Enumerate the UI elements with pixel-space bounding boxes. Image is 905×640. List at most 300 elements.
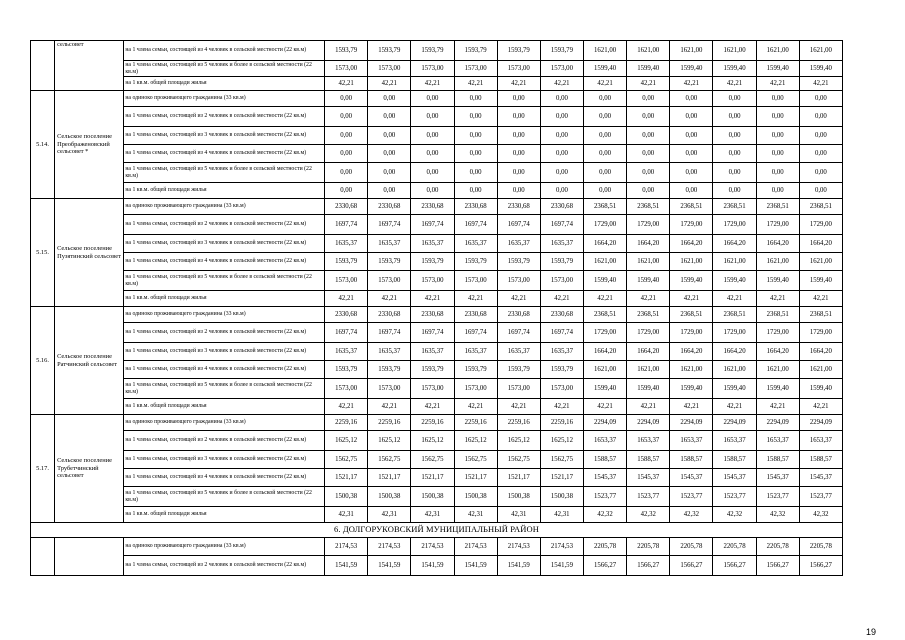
value-cell: 1697,74 bbox=[368, 323, 411, 343]
value-cell: 2368,51 bbox=[756, 307, 799, 323]
value-cell: 1621,00 bbox=[713, 41, 756, 61]
value-cell: 1573,00 bbox=[540, 379, 583, 399]
value-cell: 1599,40 bbox=[756, 61, 799, 77]
value-cell: 0,00 bbox=[411, 127, 454, 145]
value-cell: 0,00 bbox=[756, 91, 799, 107]
value-cell: 1697,74 bbox=[540, 215, 583, 235]
value-cell: 0,00 bbox=[540, 91, 583, 107]
value-cell: 1729,00 bbox=[799, 323, 842, 343]
value-cell: 42,21 bbox=[325, 291, 368, 307]
table-row bbox=[31, 343, 843, 361]
value-cell: 1566,27 bbox=[670, 556, 713, 576]
row-index: 5.16. bbox=[31, 307, 55, 415]
category-label: на одиноко проживающего гражданина (33 кв.м) bbox=[124, 199, 325, 215]
value-cell: 42,21 bbox=[454, 291, 497, 307]
value-cell: 42,32 bbox=[756, 507, 799, 523]
value-cell: 0,00 bbox=[713, 183, 756, 199]
value-cell: 1635,37 bbox=[368, 235, 411, 253]
value-cell: 1566,27 bbox=[584, 556, 627, 576]
value-cell: 0,00 bbox=[497, 145, 540, 163]
value-cell: 1500,38 bbox=[368, 487, 411, 507]
value-cell: 1588,57 bbox=[670, 451, 713, 469]
category-label: на 1 кв.м. общей площади жилья bbox=[124, 77, 325, 91]
value-cell: 42,21 bbox=[411, 291, 454, 307]
value-cell: 1635,37 bbox=[454, 235, 497, 253]
value-cell: 1599,40 bbox=[584, 379, 627, 399]
settlement-name: сельсовет bbox=[55, 41, 124, 91]
value-cell: 1625,12 bbox=[454, 431, 497, 451]
value-cell: 42,21 bbox=[670, 291, 713, 307]
value-cell: 2205,78 bbox=[756, 538, 799, 556]
value-cell: 1729,00 bbox=[670, 215, 713, 235]
value-cell: 1593,79 bbox=[497, 253, 540, 271]
value-cell: 1573,00 bbox=[325, 271, 368, 291]
value-cell: 0,00 bbox=[325, 127, 368, 145]
value-cell: 1593,79 bbox=[540, 41, 583, 61]
row-index bbox=[31, 538, 55, 576]
value-cell: 0,00 bbox=[411, 107, 454, 127]
row-index: 5.14. bbox=[31, 91, 55, 199]
value-cell: 2205,78 bbox=[799, 538, 842, 556]
tariff-table bbox=[30, 40, 843, 576]
value-cell: 2294,09 bbox=[627, 415, 670, 431]
table-row bbox=[31, 61, 843, 77]
value-cell: 1635,37 bbox=[368, 343, 411, 361]
value-cell: 1697,74 bbox=[497, 323, 540, 343]
value-cell: 42,31 bbox=[540, 507, 583, 523]
value-cell: 1599,40 bbox=[799, 379, 842, 399]
value-cell: 2294,09 bbox=[756, 415, 799, 431]
value-cell: 0,00 bbox=[799, 127, 842, 145]
value-cell: 1541,59 bbox=[497, 556, 540, 576]
value-cell: 2330,68 bbox=[540, 307, 583, 323]
value-cell: 1593,79 bbox=[411, 41, 454, 61]
value-cell: 2330,68 bbox=[325, 307, 368, 323]
value-cell: 2259,16 bbox=[497, 415, 540, 431]
page-number: 19 bbox=[866, 627, 877, 637]
value-cell: 1573,00 bbox=[325, 61, 368, 77]
value-cell: 0,00 bbox=[411, 163, 454, 183]
value-cell: 1729,00 bbox=[584, 323, 627, 343]
value-cell: 2368,51 bbox=[627, 199, 670, 215]
table-row bbox=[31, 507, 843, 523]
value-cell: 0,00 bbox=[497, 91, 540, 107]
value-cell: 1625,12 bbox=[368, 431, 411, 451]
value-cell: 0,00 bbox=[713, 163, 756, 183]
value-cell: 0,00 bbox=[540, 163, 583, 183]
value-cell: 0,00 bbox=[454, 163, 497, 183]
value-cell: 2330,68 bbox=[411, 199, 454, 215]
value-cell: 0,00 bbox=[325, 107, 368, 127]
value-cell: 1573,00 bbox=[497, 61, 540, 77]
value-cell: 1729,00 bbox=[756, 215, 799, 235]
value-cell: 42,21 bbox=[497, 399, 540, 415]
value-cell: 1635,37 bbox=[325, 235, 368, 253]
value-cell: 1664,20 bbox=[756, 343, 799, 361]
value-cell: 1599,40 bbox=[584, 271, 627, 291]
value-cell: 2294,09 bbox=[713, 415, 756, 431]
value-cell: 1588,57 bbox=[584, 451, 627, 469]
table-row bbox=[31, 487, 843, 507]
value-cell: 1541,59 bbox=[368, 556, 411, 576]
value-cell: 42,21 bbox=[325, 77, 368, 91]
value-cell: 2259,16 bbox=[540, 415, 583, 431]
value-cell: 1562,75 bbox=[454, 451, 497, 469]
value-cell: 2368,51 bbox=[756, 199, 799, 215]
table-body bbox=[31, 41, 843, 576]
settlement-name: Сельское поселение Пузятинский сельсовет bbox=[55, 199, 124, 307]
value-cell: 0,00 bbox=[325, 183, 368, 199]
value-cell: 1635,37 bbox=[411, 343, 454, 361]
value-cell: 1621,00 bbox=[584, 41, 627, 61]
value-cell: 1593,79 bbox=[497, 41, 540, 61]
value-cell: 1562,75 bbox=[497, 451, 540, 469]
value-cell: 0,00 bbox=[799, 145, 842, 163]
value-cell: 1635,37 bbox=[497, 343, 540, 361]
value-cell: 2330,68 bbox=[325, 199, 368, 215]
value-cell: 1635,37 bbox=[540, 343, 583, 361]
value-cell: 1562,75 bbox=[411, 451, 454, 469]
value-cell: 0,00 bbox=[454, 127, 497, 145]
value-cell: 42,31 bbox=[454, 507, 497, 523]
value-cell: 1599,40 bbox=[670, 379, 713, 399]
value-cell: 0,00 bbox=[454, 183, 497, 199]
value-cell: 1545,37 bbox=[627, 469, 670, 487]
value-cell: 0,00 bbox=[584, 127, 627, 145]
value-cell: 1625,12 bbox=[540, 431, 583, 451]
value-cell: 0,00 bbox=[497, 183, 540, 199]
value-cell: 1593,79 bbox=[325, 253, 368, 271]
value-cell: 1635,37 bbox=[497, 235, 540, 253]
value-cell: 1697,74 bbox=[411, 215, 454, 235]
value-cell: 0,00 bbox=[756, 107, 799, 127]
value-cell: 2368,51 bbox=[584, 199, 627, 215]
value-cell: 42,21 bbox=[799, 399, 842, 415]
value-cell: 0,00 bbox=[713, 145, 756, 163]
value-cell: 1593,79 bbox=[454, 361, 497, 379]
value-cell: 42,21 bbox=[325, 399, 368, 415]
table-row bbox=[31, 199, 843, 215]
value-cell: 0,00 bbox=[627, 145, 670, 163]
value-cell: 1664,20 bbox=[713, 343, 756, 361]
value-cell: 0,00 bbox=[670, 91, 713, 107]
value-cell: 1729,00 bbox=[627, 323, 670, 343]
value-cell: 1500,38 bbox=[497, 487, 540, 507]
value-cell: 1500,38 bbox=[325, 487, 368, 507]
value-cell: 1573,00 bbox=[325, 379, 368, 399]
value-cell: 1729,00 bbox=[584, 215, 627, 235]
value-cell: 1697,74 bbox=[454, 323, 497, 343]
value-cell: 0,00 bbox=[368, 107, 411, 127]
settlement-name: Сельское поселение Преображеновский сельсовет * bbox=[55, 91, 124, 199]
category-label: на 1 члена семьи, состоящей из 4 человек в сельской местности (22 кв.м) bbox=[124, 361, 325, 379]
table-row bbox=[31, 431, 843, 451]
value-cell: 42,21 bbox=[756, 77, 799, 91]
value-cell: 1621,00 bbox=[799, 361, 842, 379]
value-cell: 0,00 bbox=[497, 127, 540, 145]
value-cell: 2205,78 bbox=[627, 538, 670, 556]
value-cell: 1664,20 bbox=[584, 235, 627, 253]
value-cell: 0,00 bbox=[368, 183, 411, 199]
category-label: на 1 члена семьи, состоящей из 2 человек в сельской местности (22 кв.м) bbox=[124, 215, 325, 235]
value-cell: 42,32 bbox=[799, 507, 842, 523]
value-cell: 1599,40 bbox=[627, 271, 670, 291]
value-cell: 1664,20 bbox=[799, 235, 842, 253]
value-cell: 1523,77 bbox=[584, 487, 627, 507]
value-cell: 1541,59 bbox=[411, 556, 454, 576]
value-cell: 1664,20 bbox=[584, 343, 627, 361]
value-cell: 0,00 bbox=[627, 107, 670, 127]
category-label: на 1 члена семьи, состоящей из 5 человек и более в сельской местности (22 кв.м) bbox=[124, 487, 325, 507]
value-cell: 1593,79 bbox=[454, 41, 497, 61]
category-label: на 1 кв.м. общей площади жилья bbox=[124, 399, 325, 415]
value-cell: 42,31 bbox=[368, 507, 411, 523]
value-cell: 42,21 bbox=[584, 291, 627, 307]
value-cell: 1573,00 bbox=[454, 271, 497, 291]
value-cell: 2368,51 bbox=[627, 307, 670, 323]
value-cell: 42,21 bbox=[411, 77, 454, 91]
category-label: на 1 члена семьи, состоящей из 3 человек в сельской местности (22 кв.м) bbox=[124, 451, 325, 469]
value-cell: 0,00 bbox=[497, 163, 540, 183]
table-row bbox=[31, 127, 843, 145]
category-label: на 1 члена семьи, состоящей из 3 человек в сельской местности (22 кв.м) bbox=[124, 127, 325, 145]
value-cell: 1621,00 bbox=[799, 253, 842, 271]
value-cell: 0,00 bbox=[713, 91, 756, 107]
value-cell: 1635,37 bbox=[540, 235, 583, 253]
value-cell: 0,00 bbox=[368, 91, 411, 107]
value-cell: 0,00 bbox=[799, 163, 842, 183]
value-cell: 1566,27 bbox=[756, 556, 799, 576]
value-cell: 1621,00 bbox=[799, 41, 842, 61]
value-cell: 1697,74 bbox=[540, 323, 583, 343]
value-cell: 42,21 bbox=[454, 77, 497, 91]
value-cell: 0,00 bbox=[325, 163, 368, 183]
value-cell: 1729,00 bbox=[627, 215, 670, 235]
category-label: на одиноко проживающего гражданина (33 кв.м) bbox=[124, 538, 325, 556]
value-cell: 0,00 bbox=[540, 145, 583, 163]
value-cell: 1573,00 bbox=[497, 271, 540, 291]
table-row bbox=[31, 107, 843, 127]
table-row bbox=[31, 215, 843, 235]
value-cell: 0,00 bbox=[799, 183, 842, 199]
value-cell: 1523,77 bbox=[713, 487, 756, 507]
value-cell: 1653,37 bbox=[756, 431, 799, 451]
value-cell: 1653,37 bbox=[713, 431, 756, 451]
table-row bbox=[31, 253, 843, 271]
value-cell: 42,21 bbox=[368, 291, 411, 307]
value-cell: 2259,16 bbox=[325, 415, 368, 431]
category-label: на 1 кв.м. общей площади жилья bbox=[124, 507, 325, 523]
category-label: на 1 члена семьи, состоящей из 5 человек и более в сельской местности (22 кв.м) bbox=[124, 271, 325, 291]
value-cell: 1697,74 bbox=[368, 215, 411, 235]
value-cell: 1573,00 bbox=[368, 271, 411, 291]
settlement-name: Сельское поселение Трубетчинский сельсовет bbox=[55, 415, 124, 523]
value-cell: 2205,78 bbox=[713, 538, 756, 556]
value-cell: 0,00 bbox=[584, 145, 627, 163]
value-cell: 1521,17 bbox=[540, 469, 583, 487]
value-cell: 2174,53 bbox=[368, 538, 411, 556]
table-row bbox=[31, 415, 843, 431]
value-cell: 42,21 bbox=[540, 399, 583, 415]
section-header-row bbox=[31, 523, 843, 538]
value-cell: 2368,51 bbox=[713, 307, 756, 323]
value-cell: 2368,51 bbox=[670, 199, 713, 215]
value-cell: 42,21 bbox=[368, 77, 411, 91]
value-cell: 42,21 bbox=[627, 399, 670, 415]
value-cell: 1588,57 bbox=[713, 451, 756, 469]
value-cell: 1621,00 bbox=[756, 361, 799, 379]
category-label: на 1 члена семьи, состоящей из 3 человек в сельской местности (22 кв.м) bbox=[124, 235, 325, 253]
value-cell: 42,21 bbox=[584, 77, 627, 91]
value-cell: 1599,40 bbox=[799, 271, 842, 291]
value-cell: 42,31 bbox=[497, 507, 540, 523]
table-row bbox=[31, 361, 843, 379]
table-row bbox=[31, 41, 843, 61]
value-cell: 42,21 bbox=[584, 399, 627, 415]
value-cell: 2368,51 bbox=[799, 307, 842, 323]
value-cell: 1599,40 bbox=[670, 271, 713, 291]
value-cell: 1729,00 bbox=[670, 323, 713, 343]
value-cell: 0,00 bbox=[584, 107, 627, 127]
value-cell: 1593,79 bbox=[454, 253, 497, 271]
value-cell: 1621,00 bbox=[627, 253, 670, 271]
value-cell: 1697,74 bbox=[411, 323, 454, 343]
table-row bbox=[31, 307, 843, 323]
value-cell: 1573,00 bbox=[411, 61, 454, 77]
row-index: 5.15. bbox=[31, 199, 55, 307]
value-cell: 2330,68 bbox=[497, 307, 540, 323]
value-cell: 2330,68 bbox=[368, 199, 411, 215]
value-cell: 1566,27 bbox=[799, 556, 842, 576]
value-cell: 1562,75 bbox=[325, 451, 368, 469]
value-cell: 2259,16 bbox=[454, 415, 497, 431]
table-row bbox=[31, 235, 843, 253]
table-row bbox=[31, 399, 843, 415]
value-cell: 1573,00 bbox=[368, 379, 411, 399]
value-cell: 42,21 bbox=[670, 399, 713, 415]
value-cell: 42,21 bbox=[627, 291, 670, 307]
value-cell: 42,21 bbox=[497, 77, 540, 91]
value-cell: 42,21 bbox=[540, 77, 583, 91]
value-cell: 1625,12 bbox=[411, 431, 454, 451]
value-cell: 42,21 bbox=[627, 77, 670, 91]
value-cell: 42,31 bbox=[325, 507, 368, 523]
value-cell: 0,00 bbox=[454, 91, 497, 107]
value-cell: 42,32 bbox=[670, 507, 713, 523]
value-cell: 0,00 bbox=[540, 107, 583, 127]
value-cell: 1729,00 bbox=[756, 323, 799, 343]
value-cell: 0,00 bbox=[584, 91, 627, 107]
value-cell: 2368,51 bbox=[584, 307, 627, 323]
value-cell: 0,00 bbox=[540, 183, 583, 199]
category-label: на 1 члена семьи, состоящей из 4 человек в сельской местности (22 кв.м) bbox=[124, 145, 325, 163]
value-cell: 1599,40 bbox=[713, 61, 756, 77]
value-cell: 1625,12 bbox=[497, 431, 540, 451]
value-cell: 42,21 bbox=[799, 77, 842, 91]
value-cell: 1697,74 bbox=[325, 323, 368, 343]
value-cell: 1545,37 bbox=[756, 469, 799, 487]
value-cell: 1521,17 bbox=[368, 469, 411, 487]
value-cell: 0,00 bbox=[799, 107, 842, 127]
value-cell: 1664,20 bbox=[713, 235, 756, 253]
value-cell: 1521,17 bbox=[497, 469, 540, 487]
category-label: на 1 члена семьи, состоящей из 5 человек и более в сельской местности (22 кв.м) bbox=[124, 379, 325, 399]
value-cell: 2294,09 bbox=[799, 415, 842, 431]
value-cell: 1621,00 bbox=[670, 41, 713, 61]
value-cell: 2294,09 bbox=[584, 415, 627, 431]
section-title: 6. ДОЛГОРУКОВСКИЙ МУНИЦИПАЛЬНЫЙ РАЙОН bbox=[31, 523, 843, 538]
value-cell: 2259,16 bbox=[368, 415, 411, 431]
value-cell: 0,00 bbox=[756, 183, 799, 199]
value-cell: 1599,40 bbox=[584, 61, 627, 77]
value-cell: 1588,57 bbox=[627, 451, 670, 469]
table-row bbox=[31, 451, 843, 469]
value-cell: 0,00 bbox=[627, 91, 670, 107]
value-cell: 1653,37 bbox=[670, 431, 713, 451]
value-cell: 1521,17 bbox=[454, 469, 497, 487]
table-row bbox=[31, 183, 843, 199]
value-cell: 1541,59 bbox=[325, 556, 368, 576]
value-cell: 1635,37 bbox=[454, 343, 497, 361]
value-cell: 1523,77 bbox=[799, 487, 842, 507]
category-label: на 1 члена семьи, состоящей из 5 человек и более в сельской местности (22 кв.м) bbox=[124, 163, 325, 183]
table-row bbox=[31, 163, 843, 183]
value-cell: 42,21 bbox=[799, 291, 842, 307]
category-label: на 1 кв.м. общей площади жилья bbox=[124, 183, 325, 199]
category-label: на 1 члена семьи, состоящей из 2 человек в сельской местности (22 кв.м) bbox=[124, 431, 325, 451]
table-row bbox=[31, 469, 843, 487]
value-cell: 0,00 bbox=[584, 163, 627, 183]
value-cell: 0,00 bbox=[756, 127, 799, 145]
value-cell: 2368,51 bbox=[713, 199, 756, 215]
value-cell: 1593,79 bbox=[497, 361, 540, 379]
value-cell: 2174,53 bbox=[497, 538, 540, 556]
value-cell: 1593,79 bbox=[411, 253, 454, 271]
value-cell: 1545,37 bbox=[584, 469, 627, 487]
value-cell: 1573,00 bbox=[454, 379, 497, 399]
value-cell: 1599,40 bbox=[756, 271, 799, 291]
value-cell: 1697,74 bbox=[497, 215, 540, 235]
value-cell: 42,21 bbox=[411, 399, 454, 415]
value-cell: 42,31 bbox=[411, 507, 454, 523]
value-cell: 1664,20 bbox=[670, 235, 713, 253]
value-cell: 2368,51 bbox=[670, 307, 713, 323]
category-label: на 1 кв.м. общей площади жилья bbox=[124, 291, 325, 307]
value-cell: 1621,00 bbox=[756, 41, 799, 61]
value-cell: 1573,00 bbox=[497, 379, 540, 399]
value-cell: 1541,59 bbox=[540, 556, 583, 576]
value-cell: 0,00 bbox=[627, 127, 670, 145]
value-cell: 42,21 bbox=[670, 77, 713, 91]
value-cell: 1635,37 bbox=[411, 235, 454, 253]
value-cell: 1566,27 bbox=[627, 556, 670, 576]
value-cell: 1599,40 bbox=[713, 379, 756, 399]
category-label: на 1 члена семьи, состоящей из 2 человек в сельской местности (22 кв.м) bbox=[124, 556, 325, 576]
value-cell: 2330,68 bbox=[368, 307, 411, 323]
value-cell: 0,00 bbox=[325, 91, 368, 107]
value-cell: 1593,79 bbox=[540, 361, 583, 379]
category-label: на 1 члена семьи, состоящей из 2 человек в сельской местности (22 кв.м) bbox=[124, 323, 325, 343]
value-cell: 1588,57 bbox=[756, 451, 799, 469]
value-cell: 1621,00 bbox=[627, 361, 670, 379]
value-cell: 42,21 bbox=[713, 291, 756, 307]
table-row bbox=[31, 145, 843, 163]
category-label: на одиноко проживающего гражданина (33 кв.м) bbox=[124, 307, 325, 323]
table-row bbox=[31, 91, 843, 107]
value-cell: 1621,00 bbox=[584, 253, 627, 271]
value-cell: 1635,37 bbox=[325, 343, 368, 361]
value-cell: 42,21 bbox=[540, 291, 583, 307]
